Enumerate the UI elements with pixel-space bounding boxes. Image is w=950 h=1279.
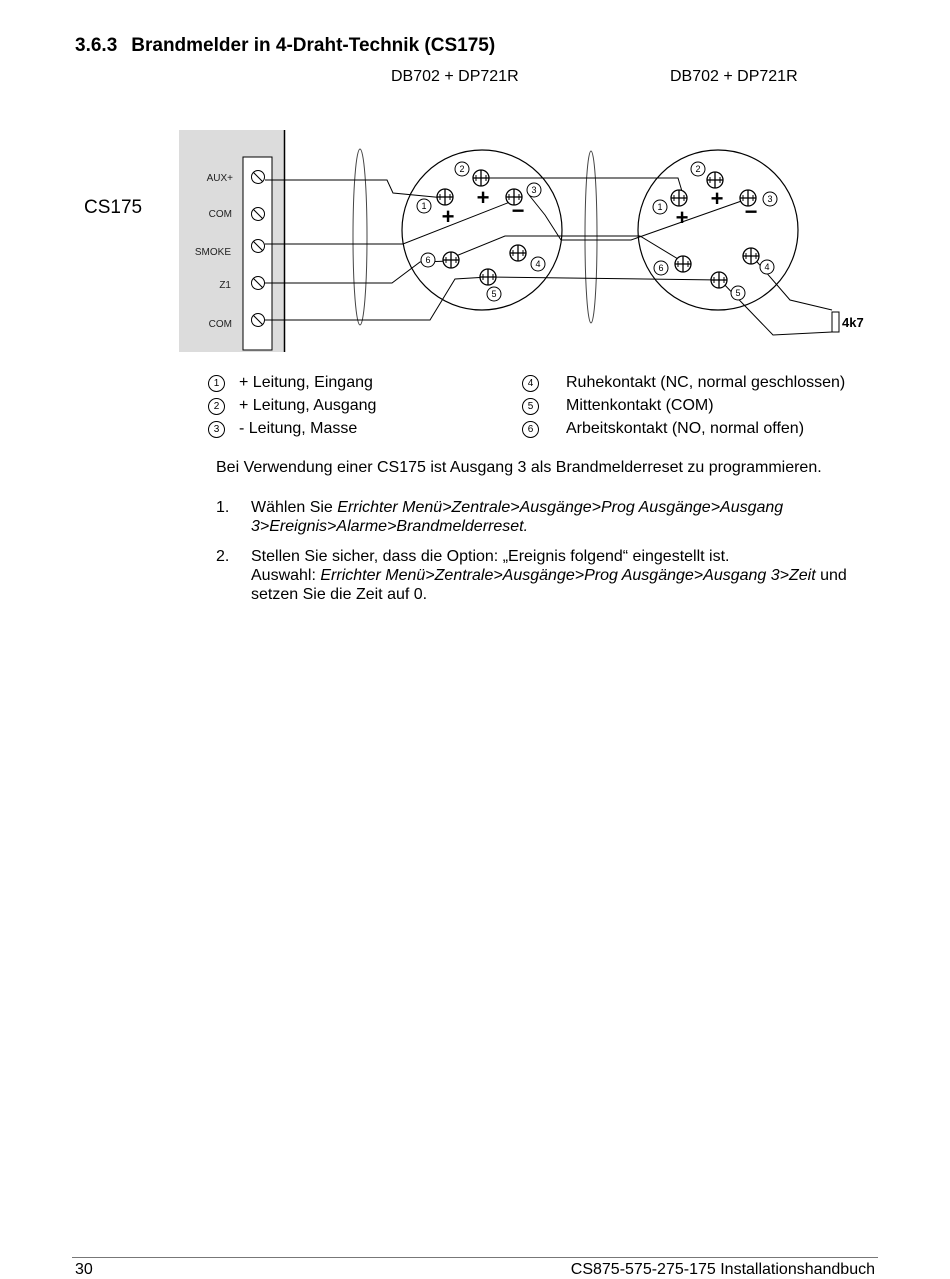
terminal-label: Z1: [219, 280, 231, 291]
detector-2-number-3: [763, 192, 777, 206]
terminal-screw: [252, 208, 265, 221]
legend-item: 3 - Leitung, Masse: [208, 420, 357, 438]
detector-1-screw: [443, 252, 459, 268]
wire: [488, 277, 720, 280]
plus-sign: +: [710, 186, 724, 211]
detector-1-screw: [473, 170, 489, 186]
terminal-screw: [252, 277, 265, 290]
detector-1-number-3: [527, 183, 541, 197]
legend-item: 5 Mittenkontakt (COM): [522, 397, 714, 415]
detector-1-screw: [480, 269, 496, 285]
svg-text:1: 1: [657, 202, 663, 212]
footer-divider: [72, 1257, 878, 1258]
detector-1-number-5: [487, 287, 501, 301]
reset-note: Bei Verwendung einer CS175 ist Ausgang 3 als Brandmelderreset zu programmieren.: [216, 459, 822, 476]
terminal-screw: [252, 171, 265, 184]
resistor: [832, 312, 839, 332]
wiring-diagram: [0, 0, 950, 370]
page-number: 30: [75, 1261, 93, 1278]
legend-item: 6 Arbeitskontakt (NO, normal offen): [522, 420, 804, 438]
document-title: CS875-575-275-175 Installationshandbuch: [570, 1261, 875, 1278]
wire: [529, 195, 561, 240]
detector-2-screw: [711, 272, 727, 288]
svg-text:3: 3: [767, 194, 773, 204]
detector-2-screw: [675, 256, 691, 272]
menu-path: 3>Ereignis>Alarme>Brandmelderreset.: [251, 518, 529, 535]
terminal-screw: [252, 240, 265, 253]
plus-sign: +: [441, 204, 455, 229]
detector-2-number-1: [653, 200, 667, 214]
minus-sign: −: [744, 199, 758, 224]
svg-text:6: 6: [425, 255, 431, 265]
detector-1-screw: [437, 189, 453, 205]
legend-item: 4 Ruhekontakt (NC, normal geschlossen): [522, 374, 845, 392]
svg-text:1: 1: [421, 201, 427, 211]
detector-1-number-2: [455, 162, 469, 176]
detector-2-label: DB702 + DP721R: [670, 68, 798, 85]
terminal-label: COM: [208, 209, 232, 220]
menu-path: Errichter Menü>Zentrale>Ausgänge>Prog Ausgänge>Ausgang 3>Zeit: [320, 567, 816, 584]
plus-sign: +: [675, 205, 689, 230]
panel-label: CS175: [84, 197, 143, 218]
detector-2-screw: [743, 248, 759, 264]
detector-2-screw: [671, 190, 687, 206]
svg-text:2: 2: [695, 164, 701, 174]
svg-text:3: 3: [531, 185, 537, 195]
section-title: Brandmelder in 4-Draht-Technik (CS175): [131, 35, 496, 56]
svg-text:5: 5: [491, 289, 497, 299]
plus-sign: +: [476, 185, 490, 210]
svg-text:2: 2: [459, 164, 465, 174]
cable-bundle: [353, 149, 367, 325]
detector-2-number-6: [654, 261, 668, 275]
detector-1-number-1: [417, 199, 431, 213]
svg-text:4: 4: [535, 259, 541, 269]
terminal-label: SMOKE: [194, 247, 231, 258]
detector-1-label: DB702 + DP721R: [391, 68, 519, 85]
minus-sign: −: [511, 198, 525, 223]
resistor-label: 4k7: [842, 315, 864, 330]
svg-text:5: 5: [735, 288, 741, 298]
legend-item: 2 + Leitung, Ausgang: [208, 397, 376, 415]
detector-2-number-4: [760, 260, 774, 274]
step-number: 1.: [216, 499, 230, 516]
terminal-label: COM: [208, 319, 232, 330]
detector-1-number-4: [531, 257, 545, 271]
detector-1-number-6: [421, 253, 435, 267]
terminal-screw: [252, 314, 265, 327]
menu-path: Errichter Menü>Zentrale>Ausgänge>Prog Ausgänge>Ausgang: [337, 499, 784, 516]
detector-1-screw: [510, 245, 526, 261]
terminal-label: AUX+: [206, 173, 233, 184]
section-number: 3.6.3: [75, 35, 118, 56]
cable-bundle: [585, 151, 597, 323]
step-number: 2.: [216, 548, 230, 565]
detector-2-number-5: [731, 286, 745, 300]
svg-text:6: 6: [658, 263, 664, 273]
svg-text:4: 4: [764, 262, 770, 272]
detector-2-number-2: [691, 162, 705, 176]
legend-item: 1 + Leitung, Eingang: [208, 374, 373, 392]
